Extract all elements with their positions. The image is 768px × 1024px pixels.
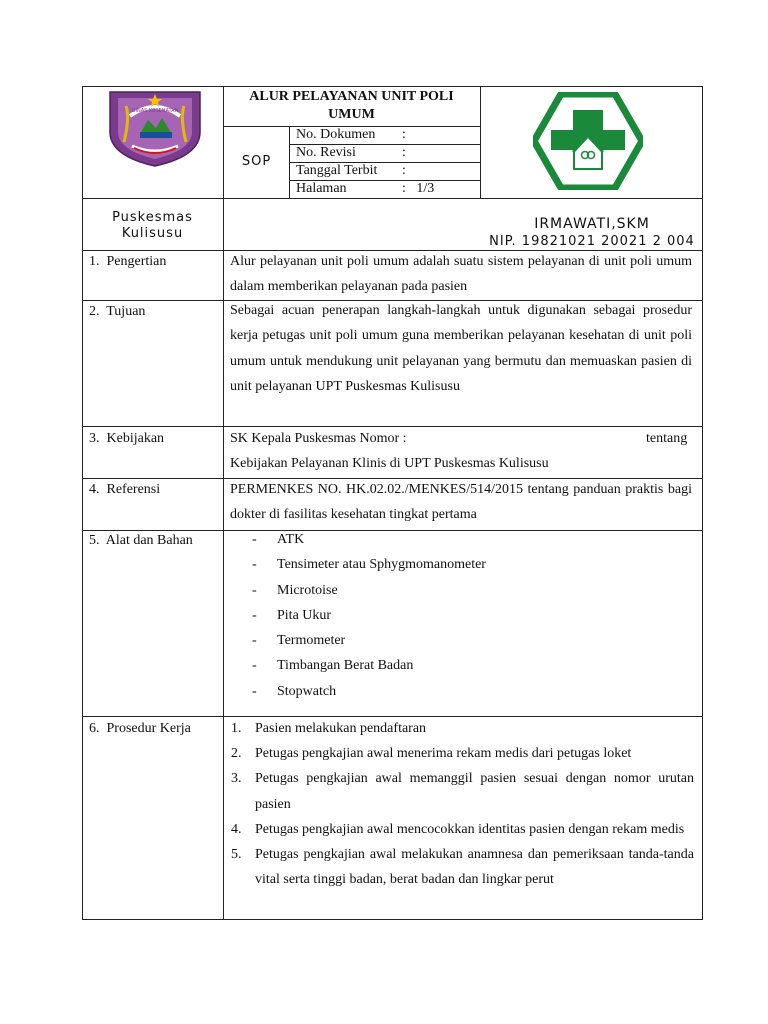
puskesmas-name-line1: Puskesmas [112,210,193,225]
kebijakan-line1-right: tentang [646,431,688,446]
section-text-tujuan: Sebagai acuan penerapan langkah-langkah untuk digunakan sebagai prosedur kerja petugas unit poli umum guna memberikan pelayanan kesehatan di unit poli umum untuk mendukung unit pelayanan yang bermutu dan memuaskan pasien di unit pelayanan UPT Puskesmas Kulisusu [230,303,692,395]
section-label-kebijakan: 3. Kebijakan [89,431,165,446]
divider-row-3 [82,426,703,427]
list-item: - Stopwatch [252,683,337,699]
regional-emblem-logo [104,88,206,168]
logo-ribbon-text: DINAS KESEHATAN [131,108,179,114]
divider-col-header-right [480,86,481,198]
puskesmas-name-line2: Kulisusu [121,226,184,241]
section-label-prosedur: 6. Prosedur Kerja [89,721,191,736]
list-item: 4. Petugas pengkajian awal mencocokkan identitas pasien dengan rekam medis [231,821,685,837]
list-item: 3. Petugas pengkajian awal memanggil pasien sesuai dengan nomor urutan pasien [231,771,694,812]
list-item: - Microtoise [252,582,338,598]
signer-nip: NIP. 19821021 20021 2 004 [489,234,695,249]
doc-field-label-nodokumen: No. Dokumen [296,127,376,142]
list-item: - Termometer [252,633,346,649]
kebijakan-line2: Kebijakan Pelayanan Klinis di UPT Puskesmas Kulisusu [230,456,549,471]
divider-header-bottom [82,198,703,199]
sop-label: SOP [241,154,272,169]
page-title: ALUR PELAYANAN UNIT POLI UMUM [249,89,454,122]
doc-field-label-halaman: Halaman [296,181,347,196]
prosedur-steps [231,716,694,892]
section-label-referensi: 4. Referensi [89,482,161,497]
list-item: - ATK [252,532,305,547]
list-item: 2. Petugas pengkajian awal menerima rekam medis dari petugas loket [231,746,632,762]
section-text-pengertian: Alur pelayanan unit poli umum adalah suatu sistem pelayanan di unit poli umum dalam memberikan pelayanan pada pasien [230,254,692,295]
list-item: 5. Petugas pengkajian awal melakukan anamnesa dan pemeriksaan tanda-tanda vital serta tinggi badan, berat badan dan lingkar perut [231,847,694,888]
doc-field-label-norevisi: No. Revisi [296,145,356,160]
border-right [702,86,703,920]
list-item: - Tensimeter atau Sphygmomanometer [252,557,486,573]
section-text-referensi: PERMENKES NO. HK.02.02./MENKES/514/2015 tentang panduan praktis bagi dokter di fasilitas kesehatan tingkat pertama [230,482,692,523]
section-label-tujuan: 2. Tujuan [89,304,146,319]
section-label-pengertian: 1. Pengertian [89,254,167,269]
doc-field-value-norevisi: : [402,145,406,160]
signer-name: IRMAWATI,SKM [534,216,650,232]
border-bottom [82,919,703,920]
doc-field-value-halaman: : 1/3 [402,181,435,196]
list-item: - Timbangan Berat Badan [252,658,414,674]
list-item: - Pita Ukur [252,607,332,623]
section-label-alat-bahan: 5. Alat dan Bahan [89,533,193,548]
divider-col-main [223,86,224,920]
border-top [82,86,703,87]
alat-bahan-list [252,529,672,706]
list-item: 1. Pasien melakukan pendaftaran [231,721,427,736]
kebijakan-line1-left: SK Kepala Puskesmas Nomor : [230,431,407,446]
doc-field-value-nodokumen: : [402,127,406,142]
doc-field-label-tanggal: Tanggal Terbit [296,163,378,178]
puskesmas-logo [533,92,643,190]
doc-field-value-tanggal: : [402,163,406,178]
